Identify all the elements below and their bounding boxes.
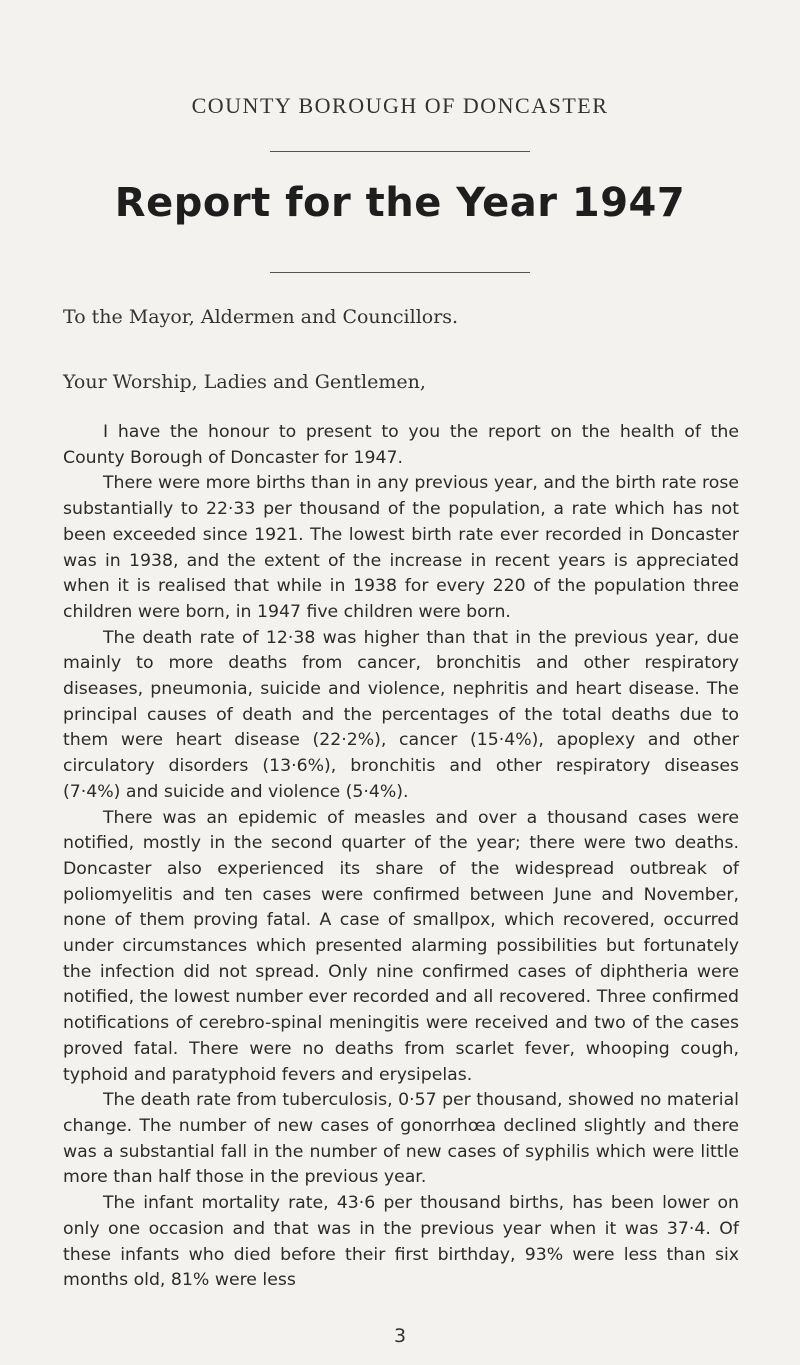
paragraph-infant-mortality: The infant mortality rate, 43·6 per thousand births, has been lower on only one occasion and that was in the previous year when it was 37·4. Of these infants who died before their first birthday, 93% were less than six months old, 81% were less — [63, 1193, 739, 1291]
report-body — [63, 420, 739, 1294]
paragraph-tuberculosis: The death rate from tuberculosis, 0·57 per thousand, showed no material change. The number of new cases of gonorrhœa declined slightly and there was a substantial fall in the number of new cases of syphilis which were little more than half those in the previous year. — [63, 1090, 739, 1188]
organisation-heading: COUNTY BOROUGH OF DONCASTER — [191, 93, 609, 118]
report-title: Report for the Year 1947 — [114, 180, 686, 226]
greeting: Your Worship, Ladies and Gentlemen, — [63, 371, 426, 393]
bottom-divider — [270, 272, 530, 273]
paragraph-intro: I have the honour to present to you the report on the health of the County Borough of Doncaster for 1947. — [63, 422, 739, 468]
top-divider — [270, 151, 530, 152]
paragraph-births: There were more births than in any previous year, and the birth rate rose substantially to 22·33 per thousand of the population, a rate which has not been exceeded since 1921. The lowest birth rate ever recorded in Doncaster was in 1938, and the extent of the increase in recent years is appreciated when it is realised that while in 1938 for every 220 of the population three children were born, in 1947 five children were born. — [63, 473, 739, 622]
paragraph-deaths: The death rate of 12·38 was higher than that in the previous year, due mainly to more deaths from cancer, bronchitis and other respiratory diseases, pneumonia, suicide and violence, nephritis and heart disease. The principal causes of death and the percentages of the total deaths due to them were heart disease (22·2%), cancer (15·4%), apoplexy and other circulatory disorders (13·6%), bronchitis and other respiratory diseases (7·4%) and suicide and violence (5·4%). — [63, 627, 739, 802]
addressee: To the Mayor, Aldermen and Councillors. — [63, 306, 459, 328]
page-number: 3 — [393, 1325, 407, 1347]
paragraph-infectious-diseases: There was an epidemic of measles and over a thousand cases were notified, mostly in the second quarter of the year; there were two deaths. Doncaster also experienced its share of the widespread outbreak of poliomyelitis and ten cases were confirmed between June and November, none of them proving fatal. A case of smallpox, which recovered, occurred under circumstances which presented alarming possibilities but fortunately the infection did not spread. Only nine confirmed cases of diphtheria were notified, the lowest number ever recorded and all recovered. Three confirmed notifications of cerebro-spinal meningitis were received and two of the cases proved fatal. There were no deaths from scarlet fever, whooping cough, typhoid and paratyphoid fevers and erysipelas. — [63, 807, 739, 1085]
